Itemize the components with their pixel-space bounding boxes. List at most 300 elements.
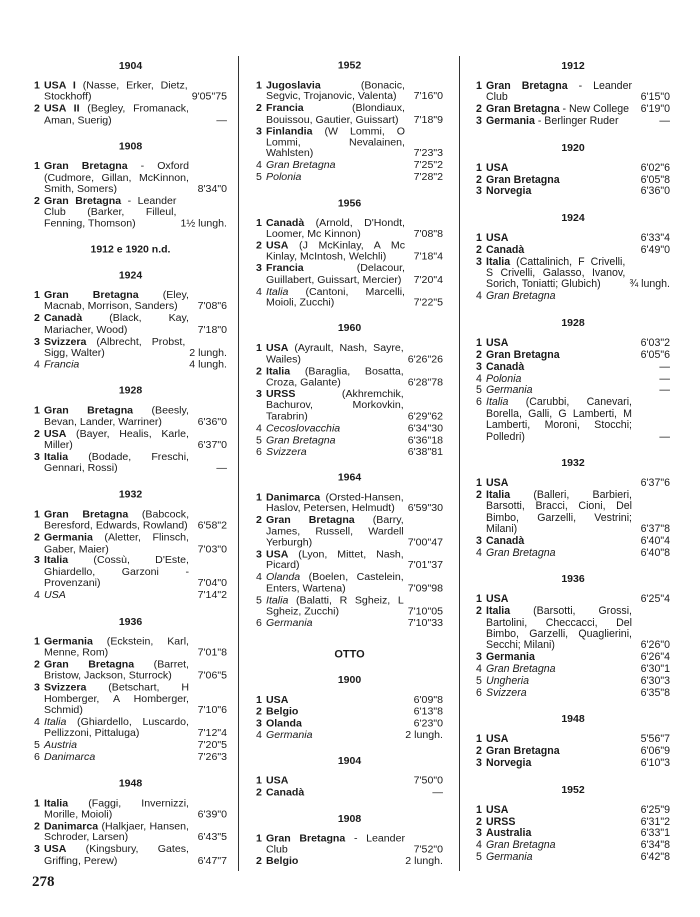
year-heading: 1904 [118, 59, 143, 72]
result-entry [34, 821, 227, 844]
country-name: Gran Bretagna [486, 173, 560, 186]
country-name: USA [44, 843, 67, 856]
entry-text [44, 313, 193, 336]
crew-members: - Berlinger Ruder [534, 115, 619, 128]
result-entry [476, 664, 670, 675]
rank-number: 3 [476, 651, 482, 664]
rank-number: 1 [256, 694, 262, 707]
result-time: — [659, 430, 670, 443]
rank-number: 3 [476, 827, 482, 840]
entry-text [44, 509, 193, 532]
result-entry [476, 536, 670, 547]
rank-number: 2 [34, 531, 40, 544]
result-entry [34, 636, 227, 659]
result-time: 7'23"3 [413, 147, 443, 160]
result-time: 6'09"8 [413, 694, 443, 707]
entry-text [486, 688, 636, 699]
result-time: 6'36"18 [407, 434, 443, 446]
country-name: Germania [266, 617, 313, 630]
country-name: Italia [266, 285, 289, 298]
country-name: Finlandia [266, 125, 313, 138]
result-time: 6'19"0 [640, 103, 670, 116]
result-entry [476, 828, 670, 839]
entry-text [266, 730, 405, 741]
result-time: 6'25"4 [640, 593, 670, 606]
result-time: 6'36"0 [640, 185, 670, 198]
result-entry [476, 594, 670, 605]
result-time: 6'26"26 [407, 353, 443, 366]
rank-number: 4 [256, 422, 262, 435]
result-time: 4 lungh. [189, 358, 227, 371]
entry-text [266, 264, 409, 286]
rank-number: 4 [256, 571, 262, 584]
entry-text [486, 233, 636, 244]
country-name: Olanda [266, 571, 301, 584]
rank-number: 2 [476, 243, 482, 256]
entry-text [486, 606, 636, 652]
entry-text [44, 636, 193, 659]
country-name: Gran Bretagna [266, 514, 355, 527]
rank-number: 4 [256, 729, 262, 742]
country-name: Norvegia [486, 185, 532, 198]
result-entry [476, 338, 670, 349]
country-name: Gran Bretagna [44, 160, 128, 173]
rank-number: 2 [476, 745, 482, 758]
result-entry [476, 758, 670, 769]
crew-members: (Eley, Macnab, Morrison, Sanders) [44, 289, 189, 313]
result-entry [34, 429, 227, 452]
result-entry [34, 590, 227, 601]
crew-members: (Blondiaux, Bouissou, Gautier, Guissart) [266, 102, 405, 126]
rank-number: 3 [34, 554, 40, 567]
entry-text [486, 291, 636, 302]
entry-text [44, 452, 193, 475]
year-heading: 1936 [118, 615, 143, 628]
result-entry [256, 719, 443, 730]
entry-text [486, 490, 636, 536]
result-time: 7'22"5 [413, 296, 443, 309]
entry-text [44, 556, 193, 590]
rank-number: 4 [476, 290, 482, 303]
country-name: Ungheria [486, 675, 529, 688]
year-heading: 1932 [561, 456, 585, 469]
entry-text [266, 423, 408, 434]
country-name: Norvegia [486, 757, 532, 770]
country-name: Italia [486, 488, 511, 501]
year-heading: 1924 [118, 269, 143, 282]
entry-text [266, 160, 409, 171]
result-entry [476, 478, 670, 489]
rank-number: 1 [34, 289, 40, 302]
country-name: Gran Bretagna [486, 839, 556, 852]
rank-number: 3 [34, 681, 40, 694]
entry-text [266, 343, 408, 365]
rank-number: 2 [476, 815, 482, 828]
result-entry [476, 817, 670, 828]
result-entry [34, 556, 227, 590]
rank-number: 3 [476, 185, 482, 198]
country-name: Olanda [266, 717, 302, 730]
entry-text [486, 734, 636, 745]
result-entry [34, 337, 227, 360]
result-time: — [659, 360, 670, 373]
entry-text [486, 758, 636, 769]
rank-number: 2 [34, 658, 40, 671]
country-name: Italia [266, 365, 291, 378]
crew-members: - New College [559, 103, 630, 116]
entry-text [44, 752, 193, 763]
result-entry [34, 717, 227, 740]
rank-number: 1 [476, 80, 482, 92]
crew-members: (Lyon, Mittet, Nash, Picard) [266, 548, 404, 572]
rank-number: 2 [256, 365, 262, 378]
result-entry [476, 233, 670, 244]
country-name: Italia [486, 605, 511, 618]
entry-text [266, 126, 409, 160]
crew-members: (Halkjaer, Hansen, Schroder, Larsen) [44, 820, 189, 844]
entry-text [44, 590, 193, 601]
result-time: 7'18"4 [413, 250, 443, 263]
result-entry [476, 688, 670, 699]
year-heading: 1928 [118, 384, 143, 397]
result-time: 6'26"4 [640, 651, 670, 664]
result-time: — [659, 384, 670, 397]
result-time: 6'33"4 [640, 231, 670, 244]
crew-members: - Leander Club (Barker, Filleul, Fenning, Thomson) [44, 194, 177, 230]
crew-members: (J McKinlay, A Mc Kinlay, McIntosh, Welchli) [266, 239, 405, 263]
country-name: Gran Bretagna [486, 103, 560, 116]
entry-text [266, 788, 409, 799]
year-heading: 1952 [337, 59, 362, 72]
country-name: Canadà [486, 243, 525, 256]
rank-number: 1 [34, 404, 40, 417]
result-time: 6'29"62 [407, 410, 443, 423]
result-entry [34, 533, 227, 556]
entry-text [266, 695, 409, 706]
year-heading: 1900 [337, 674, 362, 687]
country-name: Germania [486, 384, 533, 397]
result-time: — [216, 114, 227, 127]
result-time: 6'42"8 [640, 851, 670, 864]
entry-text [486, 805, 636, 816]
result-time: 6'02"6 [640, 161, 670, 174]
country-name: Canadà [266, 216, 305, 229]
column-divider [459, 56, 460, 871]
rank-number: 3 [256, 125, 262, 138]
entry-text [266, 719, 409, 730]
crew-members: - Oxford (Cudmore, Gillan, McKinnon, Smith, Somers) [44, 160, 189, 195]
crew-members: (Faggi, Invernizzi, Morille, Moioli) [44, 797, 189, 821]
rank-number: 1 [34, 635, 40, 648]
rank-number: 1 [256, 342, 262, 355]
entry-text [44, 798, 193, 821]
result-time: 6'34"30 [407, 422, 443, 435]
rank-number: 1 [476, 336, 482, 349]
rank-number: 2 [34, 194, 40, 207]
entry-text [266, 572, 408, 594]
rank-number: 6 [476, 396, 482, 409]
result-time: 7'28"2 [413, 171, 443, 183]
entry-text [486, 548, 636, 559]
country-name: USA [266, 694, 289, 707]
entry-text [44, 406, 193, 429]
rank-number: 2 [34, 312, 40, 325]
rank-number: 1 [476, 476, 482, 489]
result-entry [34, 452, 227, 475]
crew-members: (Babcock, Beresford, Edwards, Rowland) [44, 508, 190, 532]
year-heading: 1964 [337, 471, 362, 484]
rank-number: 3 [34, 843, 40, 856]
country-name: Italia [486, 396, 509, 409]
result-entry [34, 104, 227, 127]
result-entry [256, 241, 443, 263]
country-name: Italia [486, 255, 511, 268]
result-entry [476, 490, 670, 536]
year-heading: 1924 [561, 211, 585, 224]
country-name: Francia [266, 102, 304, 115]
result-entry [476, 852, 670, 863]
result-time: 2 lungh. [405, 855, 443, 868]
country-name: Canadà [44, 312, 83, 325]
country-name: Gran Bretagna [44, 289, 139, 302]
result-time: 7'01"37 [407, 559, 443, 572]
crew-members: (Nasse, Erker, Dietz, Stockhoff) [44, 79, 188, 104]
result-time: 6'23"0 [413, 717, 443, 730]
country-name: Gran Bretagna [266, 832, 346, 845]
rank-number: 3 [256, 717, 262, 730]
country-name: Germania [486, 851, 533, 864]
result-time: — [659, 115, 670, 128]
result-entry [34, 290, 227, 313]
entry-text [486, 81, 636, 104]
crew-members: (Barret, Bristow, Jackson, Sturrock) [44, 658, 190, 682]
year-heading: 1908 [337, 812, 362, 825]
result-time: 6'10"3 [640, 757, 670, 770]
entry-text [486, 362, 636, 373]
result-entry [256, 515, 443, 549]
result-time: 2 lungh. [405, 729, 443, 742]
country-name: Francia [266, 262, 304, 275]
crew-members: (Kingsbury, Gates, Griffing, Perew) [44, 843, 189, 867]
entry-text [486, 746, 636, 757]
country-name: Polonia [266, 171, 302, 183]
country-name: Germania [486, 115, 535, 128]
entry-text [266, 103, 409, 125]
entry-text [266, 435, 408, 446]
entry-text [486, 186, 636, 197]
country-name: Cecoslovacchia [266, 422, 341, 435]
entry-text [486, 338, 636, 349]
entry-text [486, 116, 636, 127]
rank-number: 6 [256, 445, 262, 458]
entry-text [44, 533, 193, 556]
entry-text [486, 478, 636, 489]
entry-text [44, 81, 192, 104]
result-entry [256, 103, 443, 125]
result-entry [34, 360, 227, 371]
country-name: Belgio [266, 855, 299, 868]
result-time: 6'37"8 [640, 523, 670, 536]
rank-number: 3 [476, 534, 482, 547]
result-time: 6'28"78 [407, 376, 443, 389]
country-name: USA I [44, 79, 76, 92]
country-name: Germania [44, 635, 93, 648]
entry-text [486, 817, 636, 828]
result-time: 6'43"5 [197, 831, 227, 844]
results-column-3 [476, 50, 670, 864]
result-time: 6'30"3 [640, 675, 670, 688]
year-heading: 1932 [118, 488, 143, 501]
rank-number: 6 [256, 617, 262, 630]
entry-text [486, 594, 636, 605]
country-name: Italia [266, 594, 289, 607]
result-entry [256, 264, 443, 286]
crew-members: (Cossù, D'Este, Ghiardello, Garzoni - Provenzani) [44, 554, 189, 590]
country-name: Danimarca [44, 820, 99, 833]
entry-text [486, 163, 636, 174]
country-name: Gran Bretagna [486, 80, 568, 92]
rank-number: 2 [34, 820, 40, 833]
result-time: 6'38"81 [407, 445, 443, 458]
country-name: USA [44, 427, 67, 440]
country-name: USA [486, 476, 509, 489]
country-name: Svizzera [486, 687, 527, 700]
rank-number: 2 [476, 103, 482, 116]
rank-number: 2 [256, 514, 262, 527]
result-entry [256, 287, 443, 309]
result-time: 6'13"8 [413, 706, 443, 718]
year-heading: 1912 [561, 60, 585, 72]
result-entry [476, 734, 670, 745]
result-entry [256, 423, 443, 434]
country-name: URSS [486, 815, 516, 828]
crew-members: (Delacour, Guillabert, Guissart, Mercier) [266, 262, 405, 286]
result-time: 7'50"0 [413, 775, 443, 787]
column-divider [238, 56, 239, 871]
results-column-1 [34, 50, 227, 867]
crew-members: (Carubbi, Canevari, Borella, Galli, G Lamberti, M Lamberti, Moroni, Stocchi; Polledri) [486, 396, 632, 443]
entry-text [266, 707, 409, 718]
crew-members: (Eckstein, Karl, Menne, Rom) [44, 635, 189, 659]
result-time: 7'25"2 [413, 159, 443, 172]
rank-number: 3 [256, 548, 262, 561]
crew-members: (Cantoni, Marcelli, Moioli, Zucchi) [266, 285, 405, 309]
crew-members: (Ayrault, Nash, Sayre, Wailes) [266, 342, 404, 366]
crew-members: (Bonacic, Segvic, Trojanovic, Valenta) [266, 79, 405, 103]
result-entry [256, 572, 443, 594]
result-entry [34, 752, 227, 763]
crew-members: (Balatti, R Sgheiz, L Sgheiz, Zucchi) [266, 594, 404, 618]
rank-number: 4 [256, 285, 262, 298]
country-name: USA [486, 161, 509, 174]
result-time: ¾ lungh. [629, 278, 670, 291]
entry-text [44, 104, 193, 127]
entry-text [486, 257, 629, 291]
rank-number: 1 [34, 79, 40, 92]
rank-number: 5 [476, 675, 482, 688]
country-name: Gran Bretagna [266, 159, 336, 172]
entry-text [266, 549, 408, 571]
year-heading: 1908 [118, 140, 143, 153]
rank-number: 2 [256, 786, 262, 799]
result-time: 6'03"2 [640, 336, 670, 349]
crew-members: (Begley, Fromanack, Aman, Suerig) [44, 102, 189, 127]
result-time: 8'34"0 [197, 182, 227, 195]
result-entry [476, 104, 670, 115]
result-time: 7'10"05 [407, 605, 443, 618]
entry-text [44, 196, 180, 230]
entry-text [266, 241, 409, 263]
result-time: 6'06"9 [640, 745, 670, 758]
result-entry [476, 175, 670, 186]
country-name: Austria [44, 739, 77, 752]
result-entry [476, 397, 670, 443]
rank-number: 5 [256, 171, 262, 183]
country-name: Svizzera [44, 681, 87, 694]
result-entry [34, 683, 227, 717]
rank-number: 1 [476, 593, 482, 606]
result-time: 7'26"3 [197, 751, 227, 763]
entry-text [266, 366, 408, 388]
crew-members: (W Lommi, O Lommi, Nevalainen, Wahlsten) [266, 125, 405, 160]
result-entry [256, 366, 443, 388]
country-name: Gran Bretagna [486, 290, 556, 303]
country-name: Germania [486, 651, 535, 664]
result-entry [476, 548, 670, 559]
year-heading: 1948 [118, 777, 143, 790]
country-name: Italia [44, 451, 69, 463]
country-name: USA [486, 231, 509, 244]
result-time: 7'00"47 [407, 536, 443, 549]
rank-number: 2 [476, 348, 482, 361]
result-time: 6'05"6 [640, 348, 670, 361]
result-time: 7'03"0 [197, 542, 227, 555]
entry-text [486, 385, 636, 396]
result-time: 6'30"1 [640, 663, 670, 676]
crew-members: - Leander Club [266, 832, 405, 856]
country-name: Gran Bretagna [486, 745, 560, 758]
entry-text [266, 776, 409, 787]
result-entry [476, 385, 670, 396]
entry-text [486, 374, 636, 385]
country-name: Jugoslavia [266, 79, 321, 92]
result-entry [476, 374, 670, 385]
crew-members: (Bayer, Healis, Karle, Miller) [44, 427, 189, 452]
country-name: USA [266, 775, 289, 787]
rank-number: 1 [256, 79, 262, 92]
result-time: 6'59"30 [407, 502, 443, 515]
entry-text [266, 218, 409, 240]
country-name: Germania [44, 531, 93, 544]
result-time: 7'10"33 [407, 617, 443, 630]
year-heading: 1948 [561, 713, 585, 726]
rank-number: 5 [476, 384, 482, 397]
result-entry [256, 788, 443, 799]
entry-text [486, 652, 636, 663]
result-time: 6'15"0 [640, 91, 670, 104]
result-entry [476, 163, 670, 174]
year-heading: 1928 [561, 316, 585, 329]
rank-number: 4 [476, 663, 482, 676]
crew-members: (Bodade, Freschi, Gennari, Rossi) [44, 451, 189, 475]
result-entry [476, 805, 670, 816]
rank-number: 3 [34, 451, 40, 463]
result-entry [256, 730, 443, 741]
rank-number: 1 [256, 775, 262, 787]
result-time: 6'40"8 [640, 546, 670, 559]
result-time: 2 lungh. [189, 346, 227, 359]
rank-number: 3 [476, 115, 482, 128]
